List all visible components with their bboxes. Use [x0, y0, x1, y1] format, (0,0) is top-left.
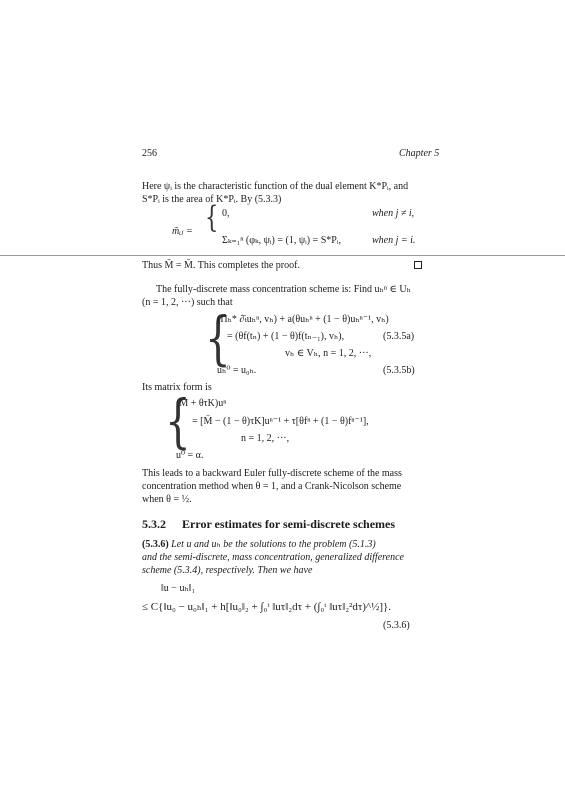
- mij-case2-cond: when j = i.: [372, 235, 416, 246]
- theorem-text-2: and the semi-discrete, mass concentration, generalized difference: [142, 552, 404, 563]
- chapter-label: Chapter 5: [399, 148, 440, 159]
- mij-case1-value: 0,: [222, 208, 230, 219]
- section-number: 5.3.2: [142, 517, 166, 531]
- conclusion-line-2: concentration method when θ = 1, and a Crank-Nicolson scheme: [142, 481, 402, 492]
- qed-square-icon: [414, 261, 422, 269]
- eq-label-5-3-6: (5.3.6): [383, 620, 410, 631]
- theorem-label: (5.3.6): [142, 539, 169, 550]
- matrix-line-4: u⁰ = α.: [176, 450, 204, 461]
- scheme-intro-1: The fully-discrete mass concentration scheme is: Find uₕⁿ ∈ Uₕ: [156, 284, 411, 295]
- mij-brace: {: [205, 200, 219, 235]
- section-title: Error estimates for semi-discrete schemes: [182, 517, 396, 531]
- scheme-brace: {: [205, 304, 231, 372]
- eq-label-5-3-5a: (5.3.5a): [383, 331, 415, 342]
- scheme-intro-2: (n = 1, 2, ···) such that: [142, 297, 233, 308]
- page-number: 256: [142, 148, 157, 159]
- matrix-line-1: (M̄ + θτK)uⁿ: [176, 398, 227, 409]
- conclusion-line-1: This leads to a backward Euler fully-discrete scheme of the mass: [142, 468, 402, 479]
- inequality-lhs: ‖u − uₕ‖₁: [161, 583, 196, 594]
- eq-label-5-3-5b: (5.3.5b): [383, 365, 415, 376]
- scheme-line-2: = (θf(tₙ) + (1 − θ)f(tₙ₋₁), vₕ),: [227, 331, 345, 342]
- matrix-line-3: n = 1, 2, ···,: [241, 433, 290, 444]
- section-heading: [142, 517, 395, 531]
- page-divider: [0, 255, 565, 256]
- matrix-line-2: = [M̄ − (1 − θ)τK]uⁿ⁻¹ + τ[θfⁿ + (1 − θ)fⁿ⁻¹],: [192, 416, 369, 427]
- intro-line-2: S*Pᵢ is the area of K*Pᵢ. By (5.3.3): [142, 194, 282, 205]
- theorem-line-1: [142, 538, 376, 551]
- matrix-intro: Its matrix form is: [142, 382, 212, 393]
- conclusion-line-3: when θ = ½.: [142, 494, 192, 505]
- intro-line-1: Here ψᵢ is the characteristic function of the dual element K*Pᵢ, and: [142, 181, 409, 192]
- theorem-text-1: Let u and uₕ be the solutions to the problem (5.1.3): [171, 539, 376, 550]
- mij-case1-cond: when j ≠ i,: [372, 208, 415, 219]
- mij-case2-value: Σₖ₌₁ⁿ (φₖ, ψᵢ) = (1, ψᵢ) = S*Pᵢ,: [222, 235, 341, 246]
- proof-end-text: Thus M̃ = M̄. This completes the proof.: [142, 260, 300, 271]
- inequality-rhs: ≤ C{‖u₀ − u₀ₕ‖₁ + h[‖u₀‖₂ + ∫₀ᵗ ‖uτ‖₂dτ + (∫₀ᵗ ‖uτ‖₂²dτ)^½]}.: [142, 601, 392, 613]
- scheme-line-1: (Πₕ* ∂̄ₜuₕⁿ, vₕ) + a(θuₕⁿ + (1 − θ)uₕⁿ⁻¹, vₕ): [217, 314, 389, 325]
- scheme-line-3: vₕ ∈ Vₕ, n = 1, 2, ···,: [285, 348, 372, 359]
- mij-lhs: m̃ᵢⱼ =: [172, 226, 193, 237]
- matrix-brace: {: [165, 387, 191, 455]
- theorem-text-3: scheme (5.3.4), respectively. Then we have: [142, 565, 313, 576]
- scheme-line-4: uₕ⁰ = u₀ₕ.: [217, 365, 257, 376]
